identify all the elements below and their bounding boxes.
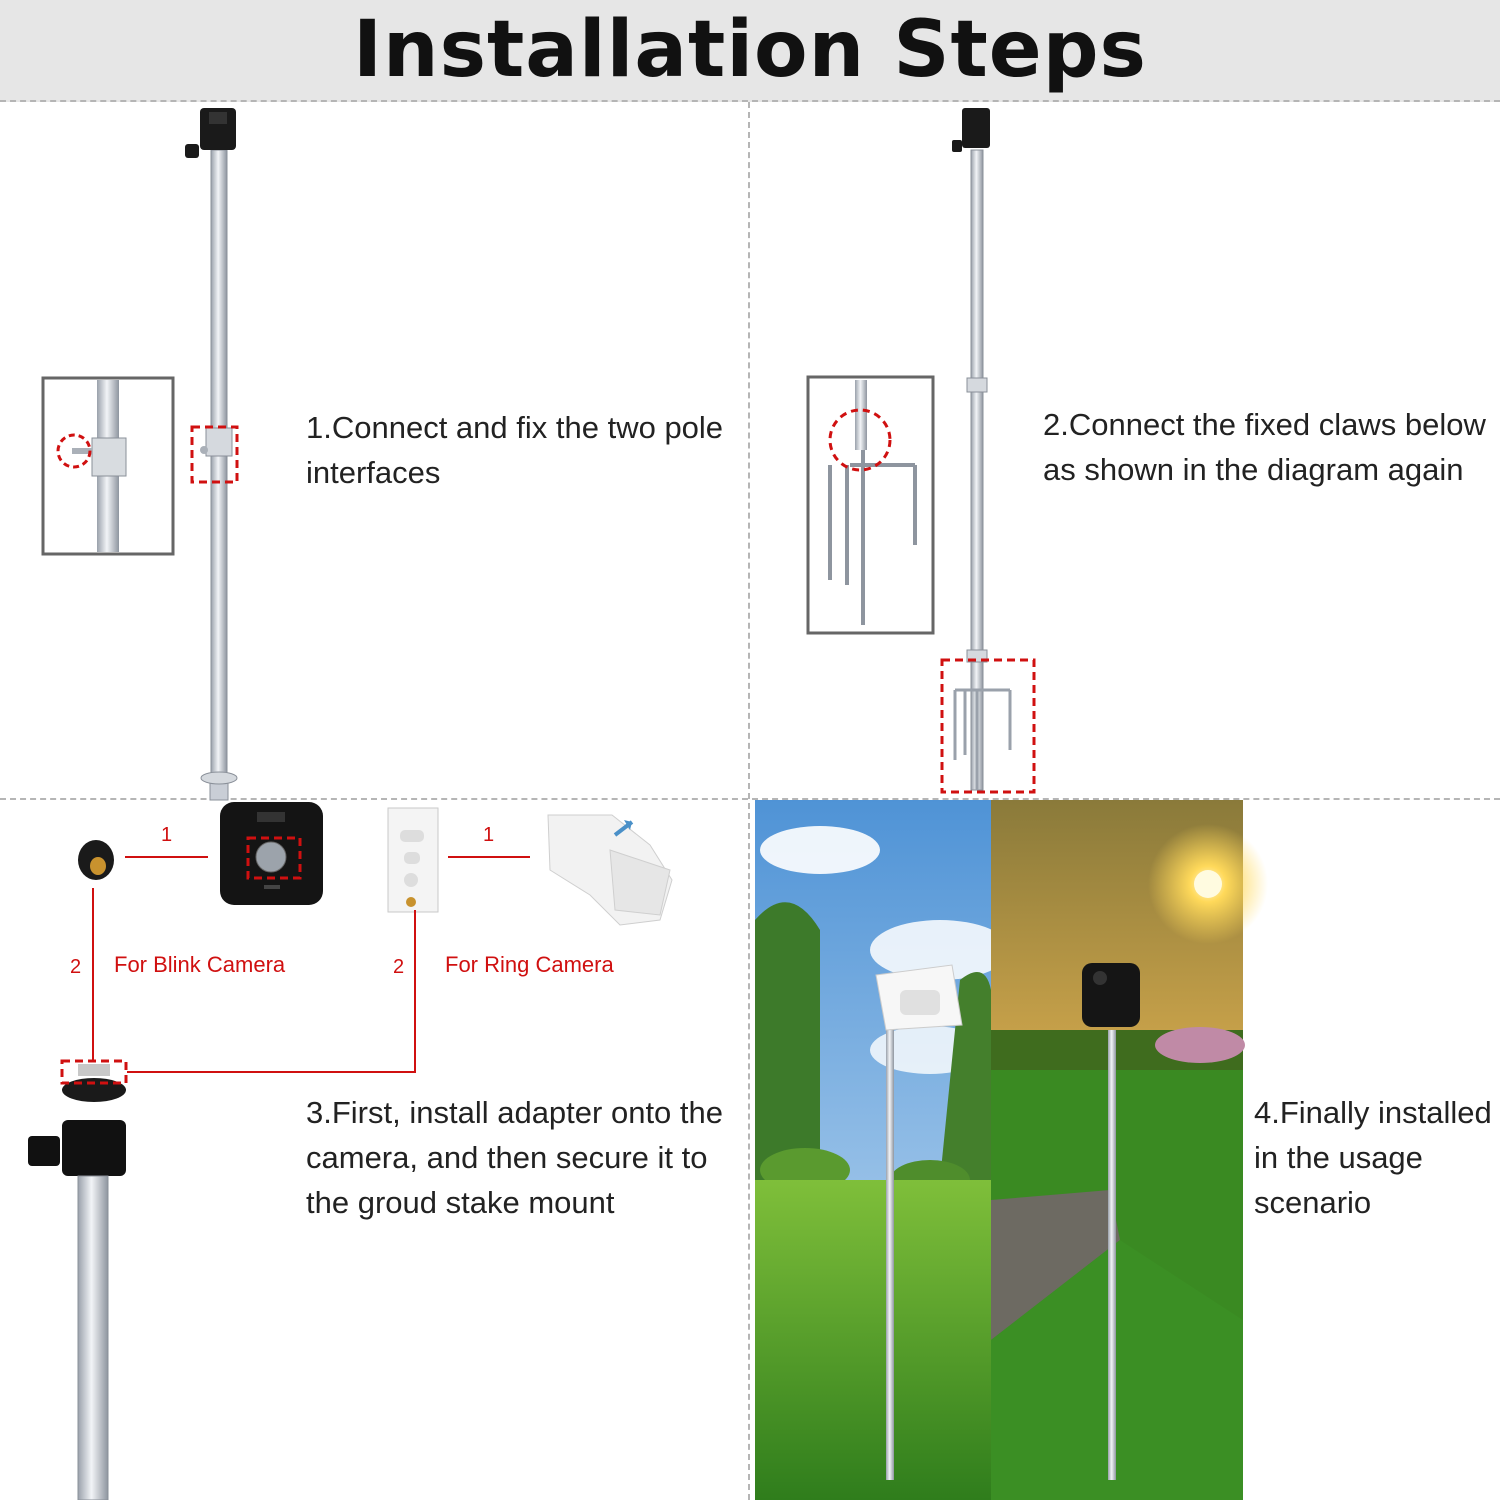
step-4-text: 4.Finally installed in the usage scenario	[1254, 1095, 1492, 1220]
blink-camera-label: For Blink Camera	[114, 952, 286, 977]
step-2-text: 2.Connect the fixed claws below as shown in the diagram again	[1043, 407, 1486, 487]
ring-step-1-number: 1	[483, 824, 495, 846]
page-title: Installation Steps	[353, 5, 1147, 95]
blink-adapter-image	[78, 840, 114, 880]
ball-head-mount	[28, 1064, 126, 1500]
blink-step-2-number: 2	[70, 956, 82, 978]
usage-photo-black-camera	[991, 800, 1268, 1500]
blink-camera-image	[220, 802, 323, 905]
inset-detail-1	[43, 378, 173, 554]
step-1-text: 1.Connect and fix the two pole interfaces	[306, 410, 724, 490]
ring-step-2-number: 2	[393, 956, 405, 978]
ring-camera-label: For Ring Camera	[445, 952, 614, 977]
pole-assembly-2	[952, 108, 1010, 790]
usage-photo-white-camera	[755, 800, 1010, 1500]
blink-step-1-number: 1	[161, 824, 173, 846]
ring-camera-image	[548, 815, 672, 925]
step-3-text: 3.First, install adapter onto the camera, and then secure it to the groud stake mount	[306, 1095, 724, 1220]
inset-detail-2	[808, 377, 933, 633]
ring-adapter-image	[388, 808, 438, 912]
